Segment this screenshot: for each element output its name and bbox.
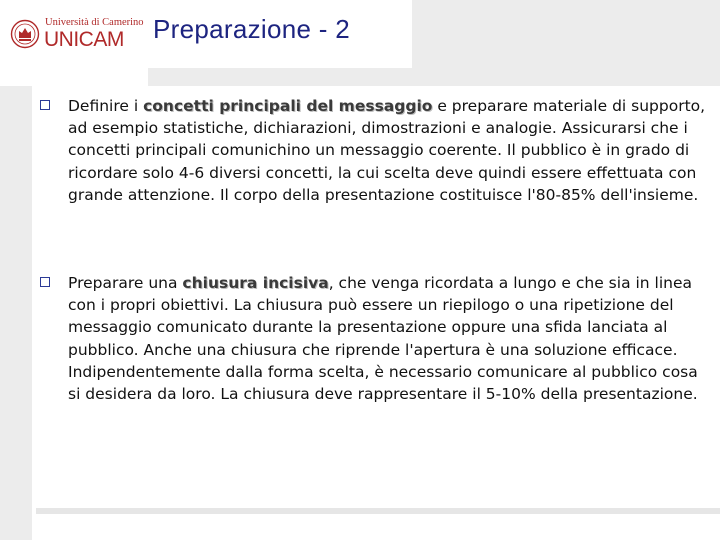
bullet-item: [40, 95, 708, 206]
bullet-text: [68, 272, 708, 405]
unicam-wordmark: UNICAM: [44, 28, 124, 51]
checkbox-bullet-icon: [40, 100, 50, 110]
bottom-strip: [36, 508, 720, 514]
bullet-text: [68, 95, 708, 206]
university-name: Università di Camerino: [45, 17, 144, 28]
university-seal-icon: [10, 19, 40, 49]
bullet-item: [40, 272, 708, 405]
bullet-text-after: e preparare materiale di supporto, ad esempio statistiche, dichiarazioni, dimostrazioni e analogie. Assicurarsi che i concetti principali comunichino un messaggio coerente. Il pubblico è in grado di ricordare solo 4-6 diversi concetti, la cui scelta deve quindi essere effettuata con grande attenzione. Il corpo della presentazione costituisce l'80-85% dell'insieme.: [68, 97, 706, 204]
slide-title: Preparazione - 2: [153, 14, 351, 44]
bullet-text-after: , che venga ricordata a lungo e che sia in linea con i propri obiettivi. La chiusura può essere un riepilogo o una ripetizione del messaggio comunicato durante la presentazione oppure una sfida lanciata al pubblico. Anche una chiusura che riprende l'apertura è una soluzione efficace. Indipendentemente dalla forma scelta, è necessario comunicare al pubblico cosa si desidera da loro. La chiusura deve rappresentare il 5-10% della presentazione.: [68, 274, 698, 404]
bullet-highlight: chiusura incisiva: [182, 274, 329, 292]
bullet-text-before: Definire i: [68, 97, 144, 115]
bullet-text-before: Preparare una: [68, 274, 183, 292]
logo-area: [0, 0, 148, 86]
checkbox-bullet-icon: [40, 277, 50, 287]
bullet-highlight: concetti principali del messaggio: [143, 97, 433, 115]
